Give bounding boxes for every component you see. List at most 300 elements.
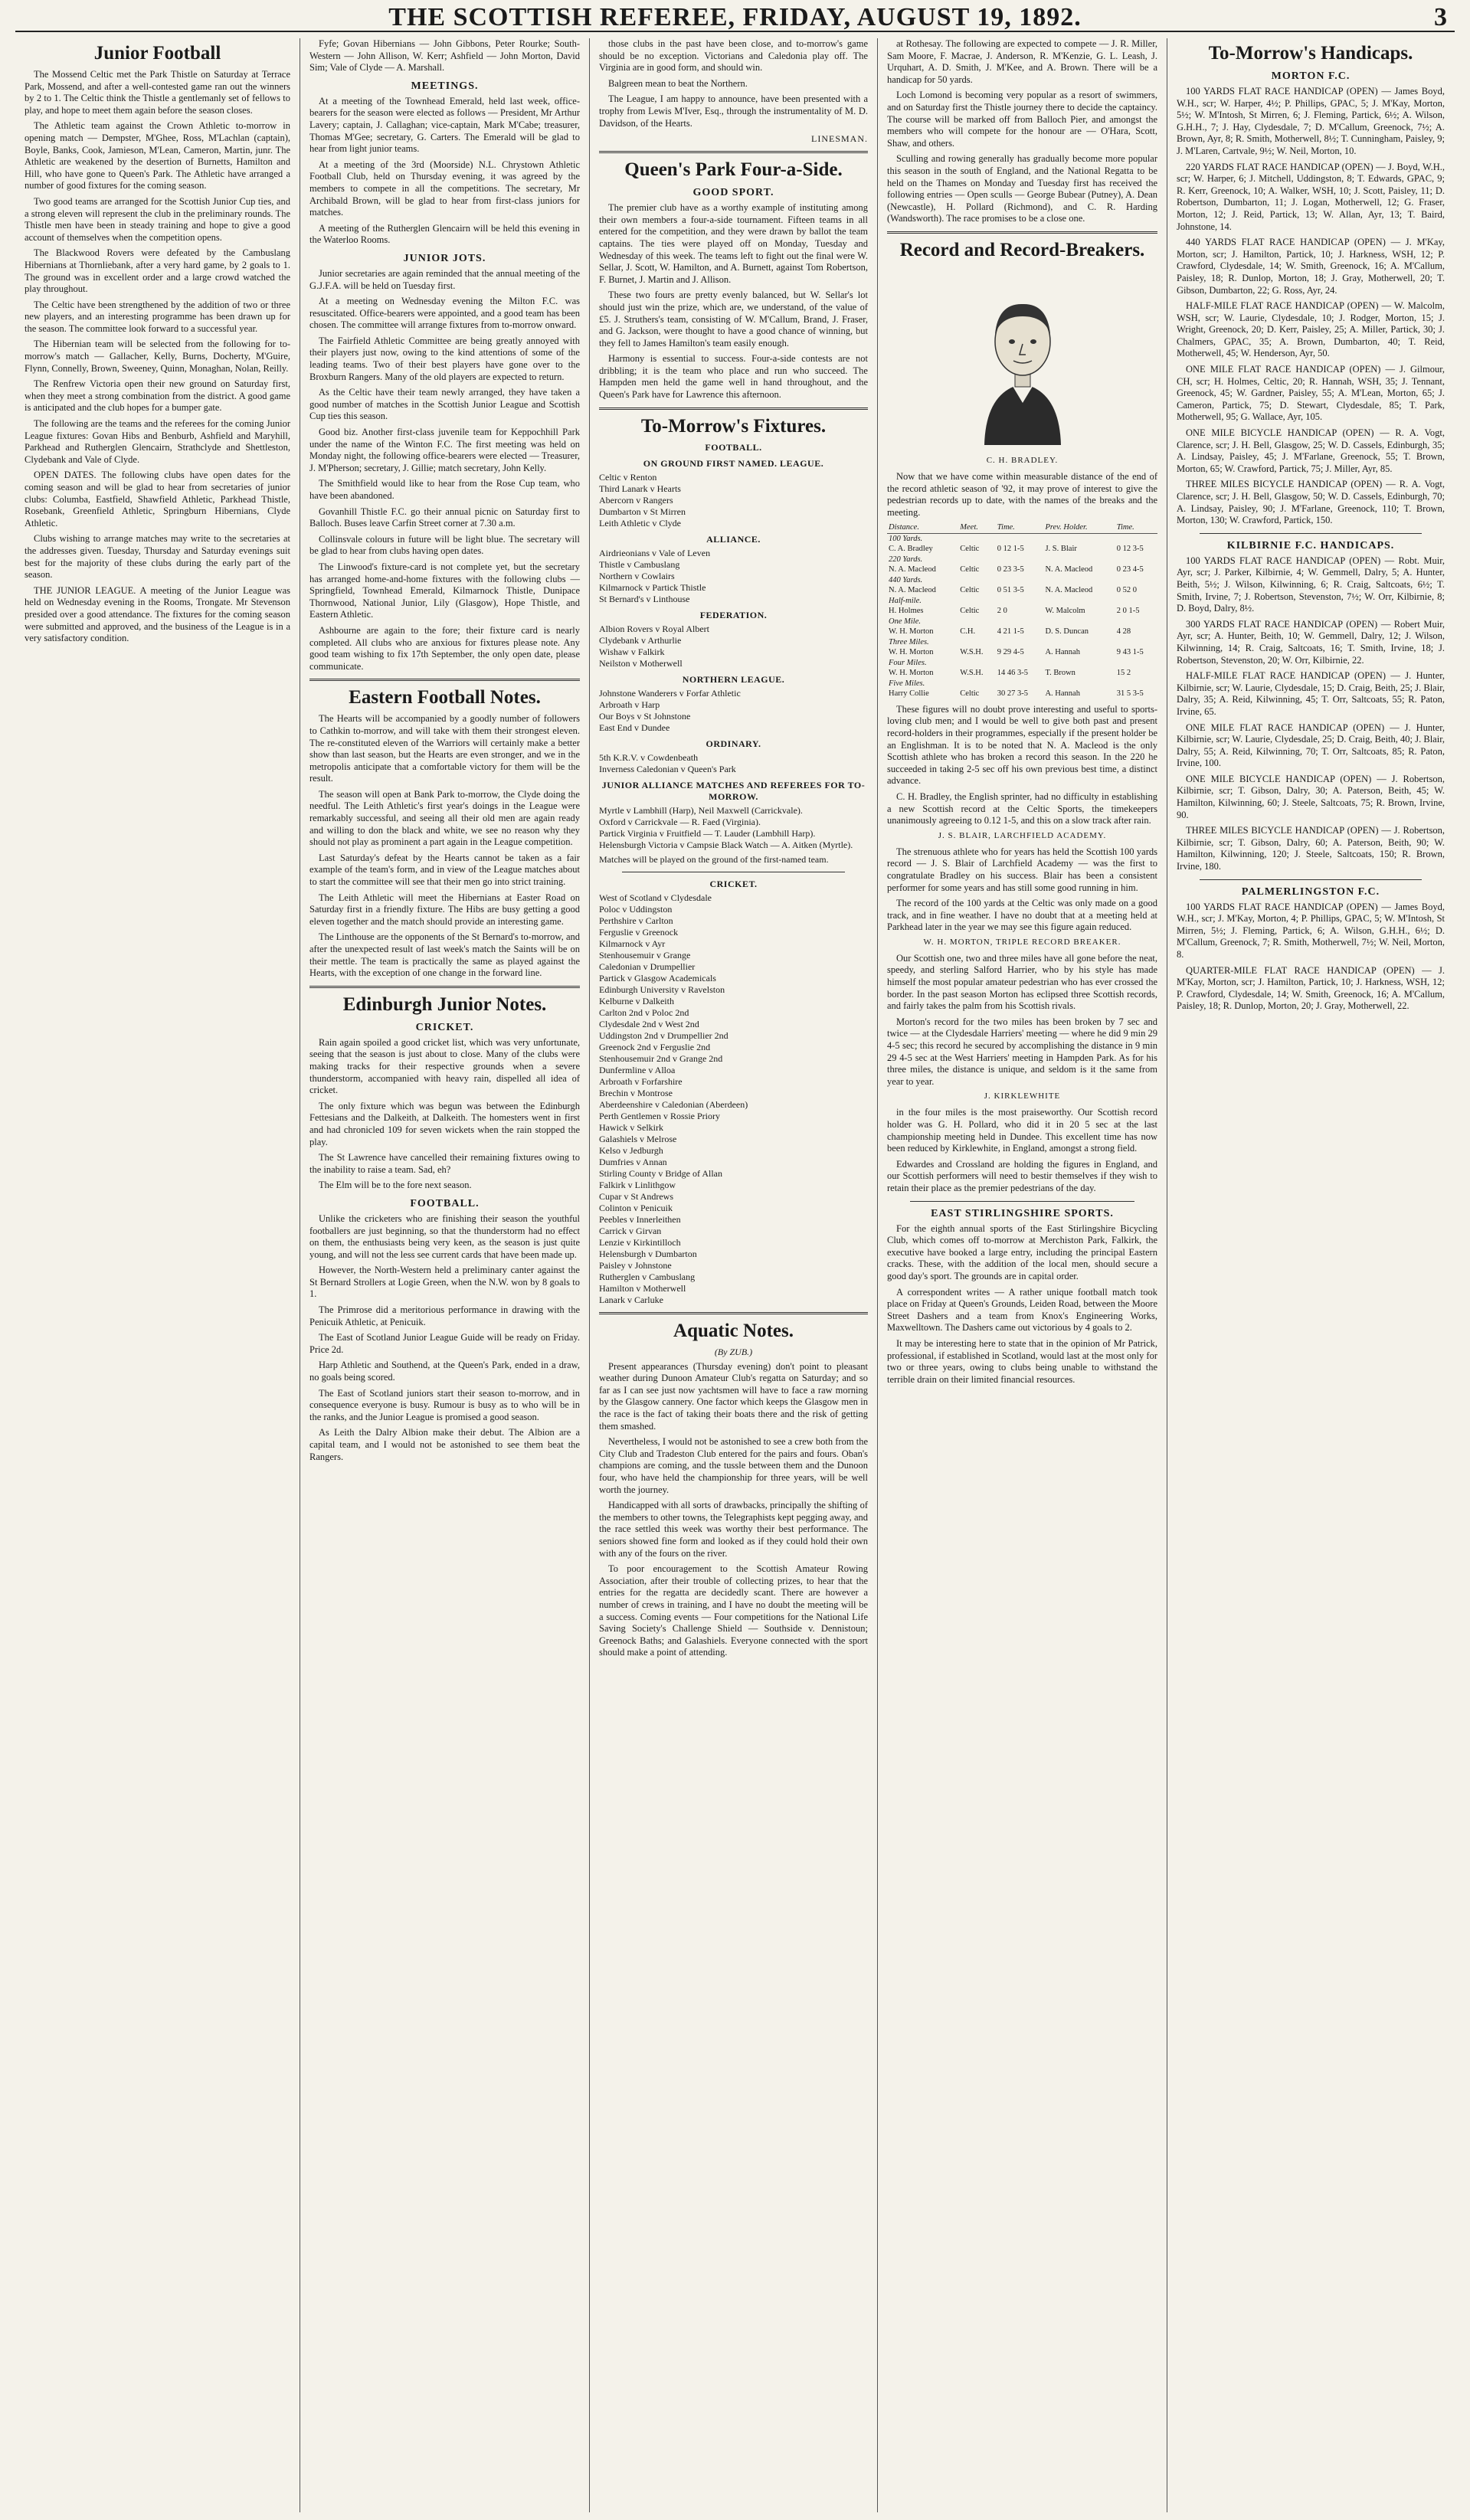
paragraph: It may be interesting here to state that in the opinion of Mr Patrick, professional, if established in Scotland, would last at the most only for two or three years, owing to clubs being unable to withstand the terrible drain on their limited financial resources.	[887, 1337, 1157, 1385]
table-cell: 4 28	[1116, 627, 1131, 637]
paragraph: those clubs in the past have been close, and to-morrow's game should be no exception. Victorians and Caledonia play off. The Virginia are in good form, and should win.	[599, 38, 868, 74]
table-cell	[1043, 575, 1115, 586]
list-item: Greenock 2nd v Ferguslie 2nd	[599, 1041, 711, 1052]
list-item: Lanark v Carluke	[599, 1294, 663, 1305]
paragraph: The following are the teams and the referees for the coming Junior League fixtures: Govan Hibs and Benburb, Ashfield and Maryhill, Parkhead and Rutherglen Glencairn, Strathclyde and Shettleston, Clydebank and Vale of Clyde.	[25, 418, 290, 465]
list-item: Uddingston 2nd v Drumpellier 2nd	[599, 1029, 728, 1041]
paragraph: THREE MILES BICYCLE HANDICAP (OPEN) — J. Robertson, Kilbirnie, scr; T. Gibson, Dalry, 60; A. Paterson, Beith, 90; W. Hamilton, Kilwinning, 120; J. Steele, Saltcoats, 150; R. Brown, Irvine, 180.	[1177, 825, 1445, 872]
list-item: Peebles v Innerleithen	[599, 1213, 681, 1225]
column-header: Time.	[996, 522, 1044, 533]
list-item: Dumfries v Annan	[599, 1156, 667, 1167]
paragraph: Harmony is essential to success. Four-a-side contests are not dribbling; it is the team who place and run who succeed. The Hampden men held the game well in hand throughout, and the Queen's Park have for Lawrence this afternoon.	[599, 353, 868, 401]
kirk-caption: J. KIRKLEWHITE	[984, 1091, 1061, 1101]
table-cell: H. Holmes	[889, 607, 924, 616]
column-header: Prev. Holder.	[1043, 522, 1115, 533]
paragraph: QUARTER-MILE FLAT RACE HANDICAP (OPEN) — J. M'Kay, Morton, scr; J. Hamilton, Partick, 10; J. Harkness, WSH, 12; P. Crawford, Clydesdale, 14; W. Smith, Greenock, 16; A. M'Callum, Paisley, 18; R. Dunlop, Morton, 20; J. Gray, Motherwell, 22.	[1177, 964, 1445, 1012]
column-3	[590, 38, 878, 2512]
list-item: Leith Athletic v Clyde	[599, 517, 681, 529]
table-cell: Three Miles.	[889, 637, 929, 646]
paragraph: The Celtic have been strengthened by the addition of two or three new players, and an interesting programme has been drawn up for the season. The committee look forward to a successful year.	[25, 299, 290, 334]
list-item: Airdrieonians v Vale of Leven	[599, 547, 711, 558]
morton-caption: W. H. MORTON, TRIPLE RECORD BREAKER.	[923, 937, 1121, 947]
table-row	[887, 565, 1157, 575]
paragraph: ONE MILE BICYCLE HANDICAP (OPEN) — J. Robertson, Kilbirnie, scr; T. Gibson, Dalry, 30; A. Paterson, Beith, 45; W. Hamilton, Kilwinning, 60; J. Steele, Saltcoats, 75; R. Brown, Irvine, 90.	[1177, 773, 1445, 820]
table-row	[887, 647, 1157, 658]
table-cell	[996, 679, 1044, 689]
table-cell	[958, 637, 996, 648]
list-item: Kelso v Jedburgh	[599, 1144, 663, 1156]
table-cell: Celtic	[960, 565, 980, 574]
alliance-fixture-list	[599, 548, 868, 605]
table-cell	[1115, 637, 1157, 648]
table-cell	[1043, 533, 1115, 544]
table-row	[887, 658, 1157, 669]
table-cell: C. A. Bradley	[889, 545, 933, 554]
paragraph: At a meeting of the 3rd (Moorside) N.L. Chrystown Athletic Football Club, held on Thursday evening, it was agreed by the members to compete in all the competitions. The secretary, Mr Archibald Brown, will be glad to hear from first-class juniors for matches.	[309, 159, 580, 218]
paragraph: 300 YARDS FLAT RACE HANDICAP (OPEN) — Robert Muir, Ayr, scr; A. Hunter, Beith, 10; W. Gemmell, Dalry, 12; J. Wilson, Kilwinning, 14; R. Craig, Saltcoats, 16; T. Smith, Irvine, 18; J. Robertson, Stevenston, 20; W. Orr, Kilbirnie, 22.	[1177, 618, 1445, 666]
palmerlingston-heading: PALMERLINGSTON F.C.	[1241, 885, 1380, 898]
paragraph: HALF-MILE FLAT RACE HANDICAP (OPEN) — J. Hunter, Kilbirnie, scr; W. Laurie, Clydesdale, 15; D. Craig, Beith, 25; J. Blair, Dalry, 35; A. Reid, Kilwinning, 45; T. Orr, Saltcoats, 55; R. Paton, Irvine, 65.	[1177, 670, 1445, 717]
paragraph: Present appearances (Thursday evening) don't point to pleasant weather during Dunoon Amateur Club's regatta on Saturday; and so far as I can see just now yachtsmen will have to face a raw morning by the Glasgow cannery. One factor which keeps the Glasgow men in the race is the fact of taking their boats there and the risk of getting them smashed.	[599, 1360, 868, 1432]
table-cell: Celtic	[960, 586, 980, 595]
table-cell: Celtic	[960, 689, 980, 699]
table-row	[887, 627, 1157, 637]
divider	[1200, 879, 1422, 880]
meetings-heading: MEETINGS.	[411, 80, 479, 92]
list-item: Brechin v Montrose	[599, 1087, 673, 1098]
paragraph: Our Scottish one, two and three miles have all gone before the neat, speedy, and sterling Salford Harrier, who by his style has made himself the most popular amateur pedestrian who has ever crossed the border. In the past season Morton has eclipsed three Scottish records, and fairly takes the palm from his Scottish rivals.	[887, 952, 1157, 1012]
column-1	[15, 38, 300, 2512]
portrait-caption: C. H. BRADLEY.	[986, 455, 1059, 465]
table-cell: N. A. Macleod	[1045, 565, 1093, 574]
fixtures-heading: To-Morrow's Fixtures.	[640, 415, 827, 437]
columns	[15, 38, 1455, 2512]
table-cell: 30 27 3-5	[997, 689, 1029, 699]
table-cell: C.H.	[960, 627, 976, 637]
table-cell: 0 23 4-5	[1116, 565, 1144, 574]
paragraph: Junior secretaries are again reminded that the annual meeting of the G.J.F.A. will be held on Tuesday first.	[309, 267, 580, 291]
junior-fixture-list	[599, 805, 868, 851]
list-item: Inverness Caledonian v Queen's Park	[599, 763, 736, 774]
list-item: Albion Rovers v Royal Albert	[599, 623, 709, 634]
table-cell: One Mile.	[889, 617, 921, 626]
table-cell	[996, 596, 1044, 607]
list-item: Arbroath v Harp	[599, 699, 660, 710]
ordinary-subheading: ORDINARY.	[706, 738, 761, 749]
paragraph: C. H. Bradley, the English sprinter, had no difficulty in establishing a new Scottish record at the Celtic Sports, the timekeepers unanimously agreeing to 0.12 1-5, and this on a slow track after rain.	[887, 790, 1157, 826]
table-cell	[1115, 617, 1157, 627]
paragraph: The Mossend Celtic met the Park Thistle on Saturday at Terrace Park, Mossend, and after a well-contested game ran out the winners by 2 to 1. The Celtic think the Thistle a gentlemanly set of fellows to play, and hope to meet them again before the season closes.	[25, 69, 290, 116]
paragraph: These two fours are pretty evenly balanced, but W. Sellar's lot should just win the prize, which are, we understand, of the value of £5. J. Struthers's team, consisting of W. M'Callum, Brand, J. Fraser, and G. Jackson, were thought to have a good chance of winning, but they fell to James Hamilton's team easily enough.	[599, 290, 868, 349]
table-cell: J. S. Blair	[1045, 545, 1077, 554]
records-heading: Record and Record-Breakers.	[899, 239, 1145, 260]
column-header: Time.	[1115, 522, 1157, 533]
paragraph: Rain again spoiled a good cricket list, which was very unfortunate, seeing that the season is just about to close. Many of the clubs were making tracks for their respective grounds when a severe thunderstorm, accompanied with heavy rain, dispelled all idea of cricket.	[309, 1036, 580, 1096]
list-item: Johnstone Wanderers v Forfar Athletic	[599, 687, 741, 699]
list-item: Thistle v Cambuslang	[599, 558, 680, 570]
table-cell: W. H. Morton	[889, 627, 934, 637]
list-item: Kelburne v Dalkeith	[599, 995, 674, 1006]
morton-fc-heading: MORTON F.C.	[1271, 70, 1351, 82]
list-item: Perthshire v Carlton	[599, 915, 673, 926]
paragraph: At a meeting of the Townhead Emerald, held last week, office-bearers for the season were elected as follows — President, Mr Arthur Lavery; captain, J. Callaghan; vice-captain, Mark M'Cabe; treasurer, Thomas M'Gee; secretary, G. Carters. The Emerald will be glad to hear from light junior teams.	[309, 95, 580, 155]
divider	[309, 986, 580, 988]
paragraph: At a meeting on Wednesday evening the Milton F.C. was resuscitated. Office-bearers were appointed, and a good team has been chosen. The committee will arrange fixtures from to-morrow onward.	[309, 296, 580, 331]
paragraph: Harp Athletic and Southend, at the Queen's Park, ended in a draw, no goals being scored.	[309, 1360, 580, 1383]
paragraph: The Blackwood Rovers were defeated by the Cambuslang Hibernians at Thornliebank, after a very hard game, by 2 goals to 1. The ground was in excellent order and a large crowd watched the play throughout.	[25, 247, 290, 295]
paragraph: Sculling and rowing generally has gradually become more popular this season in the south of England, and the National Regatta to be held on the Thames on Monday and Tuesday first has received the following entries — Open sculls — George Bubear (Putney), A. Dean (Newcastle), H. Pollard (Richmond), and C. R. Harding (Wandsworth). The race promises to be a close one.	[887, 153, 1157, 224]
table-cell: N. A. Macleod	[889, 586, 936, 595]
list-item: Cupar v St Andrews	[599, 1190, 673, 1202]
list-item: Our Boys v St Johnstone	[599, 710, 691, 722]
list-item: Stenhousemuir v Grange	[599, 949, 691, 961]
junior-jots-heading: JUNIOR JOTS.	[403, 252, 486, 264]
masthead-title: THE SCOTTISH REFEREE, FRIDAY, AUGUST 19, 1892.	[388, 3, 1082, 31]
table-cell	[1043, 555, 1115, 565]
paragraph: 100 YARDS FLAT RACE HANDICAP (OPEN) — Robt. Muir, Ayr, scr; J. Parker, Kilbirnie, 4; W. Gemmell, Dalry, 5; A. Hunter, Beith, 5½; J. Wilson, Kilwinning, 6; R. Craig, Saltcoats, 6½; T. Smith, Irvine, 7; J. Robertson, Stevenston, 7½; W. Orr, Kilbirnie, 8; D. Boyd, Dalry, 8½.	[1177, 555, 1445, 614]
table-cell	[958, 658, 996, 669]
aquatic-heading: Aquatic Notes.	[673, 1320, 794, 1341]
paragraph: A correspondent writes — A rather unique football match took place on Friday at Queen's Grounds, Leiden Road, between the Moore Street Dashers and a team from Knox's Engineering Works, Maxwelltown. The Dashers came out victorious by 4 goals to 2.	[887, 1286, 1157, 1334]
list-item: Helensburgh v Dumbarton	[599, 1248, 697, 1259]
table-cell	[996, 637, 1044, 648]
paragraph: 100 YARDS FLAT RACE HANDICAP (OPEN) — James Boyd, W.H., scr; J. M'Kay, Morton, 4; P. Phillips, GPAC, 5; W. M'Intosh, St Mirren, 5½; J. Fleming, Partick, 6; A. Wilson, G.H.H., 6½; D. M'Callum, Greenock, 7; R. Smith, Motherwell, 7½; W. Neil, Morton, 8.	[1177, 901, 1445, 960]
football-subheading: FOOTBALL.	[705, 441, 762, 453]
divider	[910, 1201, 1134, 1202]
paragraph: Fyfe; Govan Hibernians — John Gibbons, Peter Rourke; South-Western — John Allison, W. Kerr; Ashfield — John Morton, David Sim; Vale of Clyde — A. Marshall.	[309, 38, 580, 74]
table-row	[887, 555, 1157, 565]
paragraph: 440 YARDS FLAT RACE HANDICAP (OPEN) — J. M'Kay, Morton, scr; J. Hamilton, Partick, 10; J. Harkness, WSH, 12; P. Crawford, Clydesdale, 14; W. Smith, Greenock, 16; A. M'Callum, Paisley, 18; R. Dunlop, Morton, 18; J. Gray, Motherwell, 20; T. Gibson, Dumbarton, 22; G. Ross, Ayr, 24.	[1177, 237, 1445, 296]
northern-fixture-list	[599, 688, 868, 734]
paragraph: A meeting of the Rutherglen Glencairn will be held this evening in the Waterloo Rooms.	[309, 222, 580, 246]
queens-park-heading: Queen's Park Four-a-Side.	[624, 159, 843, 181]
list-item: Paisley v Johnstone	[599, 1259, 672, 1271]
list-item: 5th K.R.V. v Cowdenbeath	[599, 751, 699, 763]
list-item: Aberdeenshire v Caledonian (Aberdeen)	[599, 1098, 748, 1110]
column-header: Distance.	[887, 522, 958, 533]
list-item: Colinton v Penicuik	[599, 1202, 673, 1213]
list-item: Abercorn v Rangers	[599, 494, 673, 506]
table-row	[887, 606, 1157, 617]
paragraph: OPEN DATES. The following clubs have open dates for the coming season and will be glad to hear from secretaries of junior clubs: Columba, Eastfield, Shawfield Athletic, Parkhead Thistle, Rosebank, Greenfield Athletic, Springburn Hibernians, Clyde Athletic.	[25, 470, 290, 529]
divider	[1200, 533, 1422, 534]
paragraph: The Athletic team against the Crown Athletic to-morrow in opening match — Dempster, M'Ghee, Ross, M'Lachlan (captain), Boyle, Banks, Cook, Jamieson, M'Lean, Cameron, Martin, junr. The Athletic are weakened by the desertion of Burnetts, Hamilton and Hill, who have gone to Queen's Park. The Athletic have arranged a number of good fixtures for the coming season.	[25, 120, 290, 191]
bradley-portrait	[938, 269, 1107, 453]
paragraph: Now that we have come within measurable distance of the end of the record athletic season of '92, it may prove of interest to give the pedestrian records up to date, with the names of the breaks and the meeting.	[887, 470, 1157, 518]
table-cell: W. H. Morton	[889, 648, 934, 657]
paragraph: The League, I am happy to announce, have been presented with a trophy from Lewis M'Iver, Esq., through the instrumentality of M. D. Davidson, of the Hearts.	[599, 93, 868, 129]
league-subheading: ON GROUND FIRST NAMED. LEAGUE.	[643, 457, 824, 469]
divider	[599, 407, 868, 410]
table-cell: 15 2	[1116, 669, 1131, 678]
table-cell: 2 0 1-5	[1116, 607, 1140, 616]
east-stirlingshire-heading: EAST STIRLINGSHIRE SPORTS.	[931, 1207, 1114, 1219]
paragraph: Ashbourne are again to the fore; their fixture card is nearly completed. All clubs who are anxious for fixtures please note. Any good team wishing to fix 17th September, the only open date, please communicate.	[309, 624, 580, 672]
table-row	[887, 617, 1157, 627]
table-cell	[1115, 679, 1157, 689]
table-row	[887, 668, 1157, 679]
column-header: Meet.	[958, 522, 996, 533]
table-cell	[996, 617, 1044, 627]
table-cell	[996, 533, 1044, 544]
column-2	[300, 38, 590, 2512]
table-cell	[1115, 555, 1157, 565]
paragraph: Last Saturday's defeat by the Hearts cannot be taken as a fair example of the team's form, and in view of the League matches about to start the committee will see that their men go into strict training.	[309, 852, 580, 888]
list-item: Dumbarton v St Mirren	[599, 506, 686, 517]
paragraph: The premier club have as a worthy example of instituting among their own members a four-a-side tournament. Fifteen teams in all entered for the competition, and they were drawn by ballot the team captains. The ties were played off on Monday, Tuesday and Wednesday of this week. The teams left to fight out the final were W. Sellar, J. Scott, W. Hamilton, and A. Burnett, against Tom Robertson, F. Burnet, J. Martin and J. Allison.	[599, 202, 868, 285]
table-cell	[996, 575, 1044, 586]
list-item: Arbroath v Forfarshire	[599, 1075, 683, 1087]
paragraph: The Renfrew Victoria open their new ground on Saturday first, when they meet a strong combination from the district. A good game is anticipated and the club hopes for a bumper gate.	[25, 378, 290, 414]
byline: (By ZUB.)	[714, 1346, 753, 1357]
list-item: Kilmarnock v Ayr	[599, 938, 666, 949]
table-cell: 0 51 3-5	[997, 586, 1024, 595]
divider	[599, 151, 868, 153]
table-row	[887, 596, 1157, 607]
list-item: Rutherglen v Cambuslang	[599, 1271, 696, 1282]
cricket-heading: CRICKET.	[415, 1021, 474, 1033]
table-cell	[958, 533, 996, 544]
paragraph: THE JUNIOR LEAGUE. A meeting of the Junior League was held on Wednesday evening in the Rooms, Trongate. Mr Stevenson presided over a good attendance. The fixtures for the coming season were submitted and approved, and the business of the League is in a very satisfactory condition.	[25, 584, 290, 644]
paragraph: ONE MILE FLAT RACE HANDICAP (OPEN) — J. Hunter, Kilbirnie, scr; W. Laurie, Clydesdale, 25; D. Craig, Beith, 40; J. Blair, Dalry, 55; A. Reid, Kilwinning, 70; T. Orr, Saltcoats, 85; R. Paton, Irvine, 100.	[1177, 722, 1445, 769]
column-4	[878, 38, 1167, 2512]
paragraph: Govanhill Thistle F.C. go their annual picnic on Saturday first to Balloch. Buses leave Carfin Street corner at 7.30 a.m.	[309, 506, 580, 529]
paragraph: The Linthouse are the opponents of the St Bernard's to-morrow, and after the unexpected result of last week's match the Saints will be on their mettle. The team is practically the same as played against the Hearts, with the exception of one change in the forward line.	[309, 931, 580, 979]
paragraph: The Primrose did a meritorious performance in drawing with the Penicuik Athletic, at Penicuik.	[309, 1304, 580, 1327]
paragraph: The only fixture which was begun was between the Edinburgh Fettesians and the Dalkeith, at Dalkeith. The homesters went in first and had chronicled 109 for seven wickets when the rain stopped the play.	[309, 1100, 580, 1147]
blair-caption: J. S. BLAIR, LARCHFIELD ACADEMY.	[938, 830, 1107, 840]
list-item: Poloc v Uddingston	[599, 903, 673, 915]
list-item: Lenzie v Kirkintilloch	[599, 1236, 681, 1248]
paragraph: at Rothesay. The following are expected to compete — J. R. Miller, Sam Moore, F. Macrae, J. Anderson, R. M'Kenzie, G. L. Leash, J. Urquhart, A. D. Smith, J. M'Kee, and A. Brown. There will be a handicap for 50 yards.	[887, 38, 1157, 85]
list-item: Partick Virginia v Fruitfield — T. Lauder (Lambhill Harp).	[599, 827, 816, 839]
table-cell: W.S.H.	[960, 648, 984, 657]
list-item: Hamilton v Motherwell	[599, 1282, 686, 1294]
table-row	[887, 689, 1157, 699]
divider	[887, 231, 1157, 234]
records-table	[887, 522, 1157, 699]
table-cell: 0 12 3-5	[1116, 545, 1144, 554]
paragraph: HALF-MILE FLAT RACE HANDICAP (OPEN) — W. Malcolm, WSH, scr; W. Laurie, Clydesdale, 10; J. Rodger, Morton, 15; J. Wright, Greenock, 20; D. Kerr, Paisley, 25; A. Miller, Partick, 30; J. Chalmers, GPAC, 35; A. Brown, Dumbarton, 40; T. Reid, Motherwell, 45; W. Henderson, Ayr, 50.	[1177, 300, 1445, 359]
table-cell: 9 29 4-5	[997, 648, 1024, 657]
northern-subheading: NORTHERN LEAGUE.	[682, 673, 785, 685]
table-cell: W.S.H.	[960, 669, 984, 678]
paragraph: 100 YARDS FLAT RACE HANDICAP (OPEN) — James Boyd, W.H., scr; W. Harper, 4½; P. Phillips, GPAC, 5; J. M'Kay, Morton, 5½; W. M'Intosh, St Mirren, 6; J. Fleming, Partick, 6½; A. Wilson, G.H.H., 7; J. Hay, Clydesdale, 7; D. M'Callum, Greenock, 7½; A. Brown, Ayr, 8; R. Smith, Motherwell, 8½; T. Cunningham, Paisley, 9; J. M'Laren, Cartvale, 9½; W. Neil, Morton, 10.	[1177, 86, 1445, 156]
table-cell	[1043, 617, 1115, 627]
table-cell: W. Malcolm	[1045, 607, 1085, 616]
kilbirnie-heading: KILBIRNIE F.C. HANDICAPS.	[1226, 539, 1395, 551]
list-item: Celtic v Renton	[599, 471, 657, 483]
paragraph: The Elm will be to the fore next season.	[319, 1180, 472, 1191]
table-cell	[996, 555, 1044, 565]
paragraph: The Leith Athletic will meet the Hibernians at Easter Road on Saturday first in a friendly fixture. The Hibs are busy getting a good eleven together and the match should provide an interesting game.	[309, 892, 580, 927]
edinburgh-junior-heading: Edinburgh Junior Notes.	[342, 993, 547, 1015]
divider	[309, 679, 580, 681]
list-item: Partick v Glasgow Academicals	[599, 972, 716, 983]
ordinary-fixture-list	[599, 752, 868, 775]
paragraph: The Fairfield Athletic Committee are being greatly annoyed with their players just now, owing to the kind attentions of some of the leading teams. Two of their best players have gone over to the Broxburn Rangers. Many of the old players are expected to return.	[309, 335, 580, 382]
column-5	[1167, 38, 1454, 2512]
paragraph: The season will open at Bank Park to-morrow, the Clyde doing the needful. The Leith Athletic's first year's doings in the League were remarkably successful, and seeing all their old men are again ready and willing to don the black and white, we see no reason why they should not play as prominent a part again in the League competition.	[309, 788, 580, 848]
alliance-subheading: ALLIANCE.	[706, 533, 761, 545]
table-cell: Five Miles.	[889, 679, 925, 688]
list-item: West of Scotland v Clydesdale	[599, 892, 712, 903]
list-item: Clydebank v Arthurlie	[599, 634, 682, 646]
table-cell	[958, 617, 996, 627]
list-item: Carlton 2nd v Poloc 2nd	[599, 1006, 689, 1018]
list-item: Wishaw v Falkirk	[599, 646, 665, 657]
table-cell	[1115, 533, 1157, 544]
table-cell: 2 0	[997, 607, 1007, 616]
list-item: Carrick v Girvan	[599, 1225, 662, 1236]
paragraph: The Hearts will be accompanied by a goodly number of followers to Cathkin to-morrow, and will take with them their strongest eleven. The re-constituted eleven of the Warriors will certainly make a better show than last season, but the Hearts are even stronger, and we in the metropolis anticipate that a comfortable victory for them will be the result.	[309, 713, 580, 784]
list-item: Stenhousemuir 2nd v Grange 2nd	[599, 1052, 723, 1064]
table-cell	[958, 555, 996, 565]
paragraph: ONE MILE BICYCLE HANDICAP (OPEN) — R. A. Vogt, Clarence, scr; J. H. Bell, Glasgow, 25; W. D. Cassels, Edinburgh, 35; A. Lindsay, Paisley, 45; J. M'Farlane, Greenock, 55; T. Brown, Morton, 65; W. Crawford, Partick, 75; J. Miller, Ayr, 85.	[1177, 427, 1445, 474]
paragraph: THREE MILES BICYCLE HANDICAP (OPEN) — R. A. Vogt, Clarence, scr; J. H. Bell, Glasgow, 50; W. D. Cassels, Edinburgh, 70; A. Lindsay, Paisley, 90; J. M'Farlane, Greenock, 110; T. Brown, Morton, 130; W. Crawford, Partick, 150.	[1177, 479, 1445, 526]
table-cell	[1043, 637, 1115, 648]
list-item: Caledonian v Drumpellier	[599, 961, 696, 972]
table-cell	[1043, 596, 1115, 607]
eastern-football-heading: Eastern Football Notes.	[349, 687, 541, 709]
table-cell: 31 5 3-5	[1116, 689, 1144, 699]
table-cell: 220 Yards.	[889, 555, 923, 564]
paragraph: As Leith the Dalry Albion make their debut. The Albion are a capital team, and I would not be astonished to see them beat the Rangers.	[309, 1427, 580, 1462]
good-sport-heading: GOOD SPORT.	[692, 187, 774, 199]
table-cell: 0 23 3-5	[997, 565, 1024, 574]
table-cell: Half-mile.	[889, 596, 922, 605]
table-cell	[958, 596, 996, 607]
page-number: 3	[1434, 3, 1447, 31]
table-cell: 100 Yards.	[889, 534, 923, 543]
list-item: Clydesdale 2nd v West 2nd	[599, 1018, 699, 1029]
paragraph: Two good teams are arranged for the Scottish Junior Cup ties, and a strong eleven will represent the club in the preliminary rounds. The Thistle men have been in steady training and hope to give a good account of themselves when the competition opens.	[25, 195, 290, 243]
table-row	[887, 585, 1157, 596]
table-cell: 14 46 3-5	[997, 669, 1029, 678]
list-item: Ferguslie v Greenock	[599, 926, 679, 938]
paragraph: Handicapped with all sorts of drawbacks, principally the shifting of the members to other towns, the Telegraphists kept pegging away, and the race settled this week was worthy their best performance. The seniors showed fine form and looked as if they could hold their own with any of the fours on the river.	[599, 1500, 868, 1559]
junior-football-heading: Junior Football	[93, 43, 221, 64]
table-row	[887, 544, 1157, 555]
table-row	[887, 637, 1157, 648]
table-cell: 4 21 1-5	[997, 627, 1024, 637]
table-cell	[996, 658, 1044, 669]
list-item: Oxford v Carrickvale — R. Faed (Virginia).	[599, 816, 761, 827]
paragraph: The Linwood's fixture-card is not complete yet, but the secretary has arranged home-and-home fixtures with the following clubs — Springfield, Townhead Emerald, Kilmarnock Thistle, Dunipace Thornwood, National Junior, Lily (Glasgow), Hope Thistle, and Eastern Athletic.	[309, 561, 580, 620]
list-item: Northern v Cowlairs	[599, 570, 675, 581]
table-cell: 0 52 0	[1116, 586, 1137, 595]
paragraph: Unlike the cricketers who are finishing their season the youthful footballers are just beginning, so that the thunderstorm had no effect on them, the enthusiasts being very keen, as the season is just quite young, and will not the less see current cards that have been made up.	[309, 1213, 580, 1260]
paragraph: For the eighth annual sports of the East Stirlingshire Bicycling Club, which comes off to-morrow at Merchiston Park, Falkirk, the executive have booked a large entry, including the principal Eastern cracks. These, with the addition of the local men, should secure a good day's sport. The grounds are in capital order.	[887, 1222, 1157, 1281]
table-cell: D. S. Duncan	[1045, 627, 1089, 637]
paragraph: The St Lawrence have cancelled their remaining fixtures owing to the inability to raise a team. Sad, eh?	[309, 1152, 580, 1175]
table-row	[887, 679, 1157, 689]
table-cell	[958, 575, 996, 586]
table-row	[887, 533, 1157, 544]
table-cell	[1115, 658, 1157, 669]
junior-football-article	[25, 69, 290, 645]
table-cell: Harry Collie	[889, 689, 929, 699]
paragraph: The strenuous athlete who for years has held the Scottish 100 yards record — J. S. Blair of Larchfield Academy — was the first to congratulate Bradley on his success. Blair has been a consistent performer for some years and has still some good running in him.	[887, 846, 1157, 893]
list-item: Edinburgh University v Ravelston	[599, 983, 725, 995]
paragraph: Edwardes and Crossland are holding the figures in England, and our Scottish performers will need to bestir themselves if they wish to retain their place as the premier pedestrians of the day.	[887, 1158, 1157, 1193]
list-item: East End v Dundee	[599, 722, 670, 733]
paragraph: Collinsvale colours in future will be light blue. The secretary will be glad to hear from clubs having open dates.	[309, 533, 580, 557]
paragraph: The record of the 100 yards at the Celtic was only made on a good track, and in fine weather. I have no doubt that at a meeting held at Parkhead later in the year we may see this figure again reduced.	[887, 898, 1157, 933]
paragraph: The Hibernian team will be selected from the following for to-morrow's match — Gallacher, Kelly, Burns, Docherty, M'Guire, Flynn, Connelly, Brown, Sweeney, Quinn, Monaghan, Nolan, Reilly.	[25, 339, 290, 374]
table-row	[887, 575, 1157, 586]
paragraph: The Smithfield would like to hear from the Rose Cup team, who have been abandoned.	[309, 478, 580, 501]
list-item: Stirling County v Bridge of Allan	[599, 1167, 722, 1179]
table-cell: T. Brown	[1045, 669, 1075, 678]
paragraph: Good biz. Another first-class juvenile team for Keppochhill Park under the name of the Winton F.C. The first meeting was held on Monday night, the following office-bearers were elected — Treasurer, J. M'Pherson; secretary, J. Gillie; match secretary, John Kelly.	[309, 427, 580, 473]
list-item: Perth Gentlemen v Rossie Priory	[599, 1110, 720, 1121]
paragraph: The East of Scotland juniors start their season to-morrow, and in consequence everyone is busy. Rumour is busy as to who will be in the ranks, and the Junior League is promised a good season.	[309, 1387, 580, 1422]
table-cell: Celtic	[960, 607, 980, 616]
paragraph: ONE MILE FLAT RACE HANDICAP (OPEN) — J. Gilmour, CH, scr; H. Holmes, Celtic, 20; R. Hannah, WSH, 35; J. Tennant, Greenock, 45; W. Gardner, Paisley, 55; A. M'Lean, Morton, 65; J. Cameron, Partick, 75; D. Stewart, Clydesdale, 85; T. Park, Motherwell, 95; G. Wallace, Ayr, 105.	[1177, 364, 1445, 423]
junior-alliance-subheading: JUNIOR ALLIANCE MATCHES AND REFEREES FOR TO-MORROW.	[601, 779, 866, 802]
table-cell	[1043, 679, 1115, 689]
table-cell: N. A. Macleod	[1045, 586, 1093, 595]
list-item: Dunfermline v Alloa	[599, 1064, 676, 1075]
paragraph: The East of Scotland Junior League Guide will be ready on Friday. Price 2d.	[309, 1332, 580, 1355]
table-cell: Celtic	[960, 545, 980, 554]
divider	[599, 1312, 868, 1314]
table-cell: N. A. Macleod	[889, 565, 936, 574]
cricket-fixture-list	[599, 892, 868, 1306]
paragraph: Nevertheless, I would not be astonished to see a crew both from the City Club and Tradeston Club entered for the pairs and fours. Oban's champions are coming, and the tussle between them and the Dunoon four, who have held the championship for three years, will be well worth the journey.	[599, 1436, 868, 1495]
table-cell	[1115, 596, 1157, 607]
junior-note: Matches will be played on the ground of the first-named team.	[599, 853, 829, 865]
paragraph: As the Celtic have their team newly arranged, they have taken a good number of matches in the Scottish Junior League and Scottish Cup ties this season.	[309, 387, 580, 422]
paragraph: in the four miles is the most praiseworthy. Our Scottish record holder was G. H. Pollard, who did it in 20 5 sec at the last championship meeting held in Dundee. This excellent time has now been reduced by Kirklewhite, in England, amongst a strong field.	[887, 1107, 1157, 1154]
signoff: LINESMAN.	[811, 133, 868, 145]
table-cell	[958, 679, 996, 689]
list-item: Falkirk v Linlithgow	[599, 1179, 676, 1190]
table-cell: A. Hannah	[1045, 689, 1080, 699]
list-item: Neilston v Motherwell	[599, 657, 683, 669]
table-header-row	[887, 522, 1157, 533]
list-item: Helensburgh Victoria v Campsie Black Watch — A. Aitken (Myrtle).	[599, 839, 853, 850]
paragraph: Clubs wishing to arrange matches may write to the secretaries at the addresses given. Tuesday, Thursday and Saturday evenings suit best for the majority of these clubs during the early part of the season.	[25, 533, 290, 581]
paragraph: However, the North-Western held a preliminary canter against the St Bernard Strollers at Logie Green, when the N.W. won by 8 goals to 1.	[309, 1265, 580, 1300]
federation-fixture-list	[599, 623, 868, 669]
list-item: St Bernard's v Linthouse	[599, 593, 690, 604]
masthead	[15, 0, 1455, 32]
table-cell: W. H. Morton	[889, 669, 934, 678]
league-fixture-list	[599, 472, 868, 529]
paragraph: 220 YARDS FLAT RACE HANDICAP (OPEN) — J. Boyd, W.H., scr; W. Harper, 6; J. Mitchell, Uddingston, 8; T. Edwards, GPAC, 9; R. Kerr, Greenock, 10; A. Walker, WSH, 10; J. Scott, Paisley, 11; D. Robertson, Dumbarton, 11; J. Logan, Motherwell, 12; G. Fraser, Morton, 12; J. Reid, Partick, 13; W. Allan, Ayr, 13; T. Baird, Johnstone, 14.	[1177, 161, 1445, 232]
cricket-subheading: CRICKET.	[709, 878, 758, 889]
table-cell	[1043, 658, 1115, 669]
football-heading: FOOTBALL.	[410, 1197, 480, 1209]
handicaps-heading: To-Morrow's Handicaps.	[1208, 43, 1413, 64]
paragraph: Loch Lomond is becoming very popular as a resort of swimmers, and on Saturday first the Thistle journey there to decide the captaincy. The course will be marked off from Balloch Pier, and amongst the members who will compete for the honour are — O'Hara, Scott, Shaw, and others.	[887, 90, 1157, 149]
table-cell: 0 12 1-5	[997, 545, 1024, 554]
federation-subheading: FEDERATION.	[699, 609, 768, 620]
list-item: Third Lanark v Hearts	[599, 483, 681, 494]
table-cell: 440 Yards.	[889, 575, 923, 584]
table-cell: 9 43 1-5	[1116, 648, 1144, 657]
table-cell: A. Hannah	[1045, 648, 1080, 657]
paragraph: Balgreen mean to beat the Northern.	[608, 77, 748, 89]
list-item: Hawick v Selkirk	[599, 1121, 663, 1133]
list-item: Kilmarnock v Partick Thistle	[599, 581, 706, 593]
table-cell	[1115, 575, 1157, 586]
table-cell: Four Miles.	[889, 658, 927, 667]
list-item: Galashiels v Melrose	[599, 1133, 677, 1144]
paragraph: To poor encouragement to the Scottish Amateur Rowing Association, after their trouble of collecting prizes, to hear that the entries for the regatta are decidedly scant. There are however a number of crews in training, and I have no doubt the meeting will be a success. Coming events — Four competitions for the National Life Saving Society's Challenge Shield — Southside v. Dennistoun; Greenock Baths; and Galashiels. Everyone connected with the sport should make a point of attending.	[599, 1563, 868, 1658]
